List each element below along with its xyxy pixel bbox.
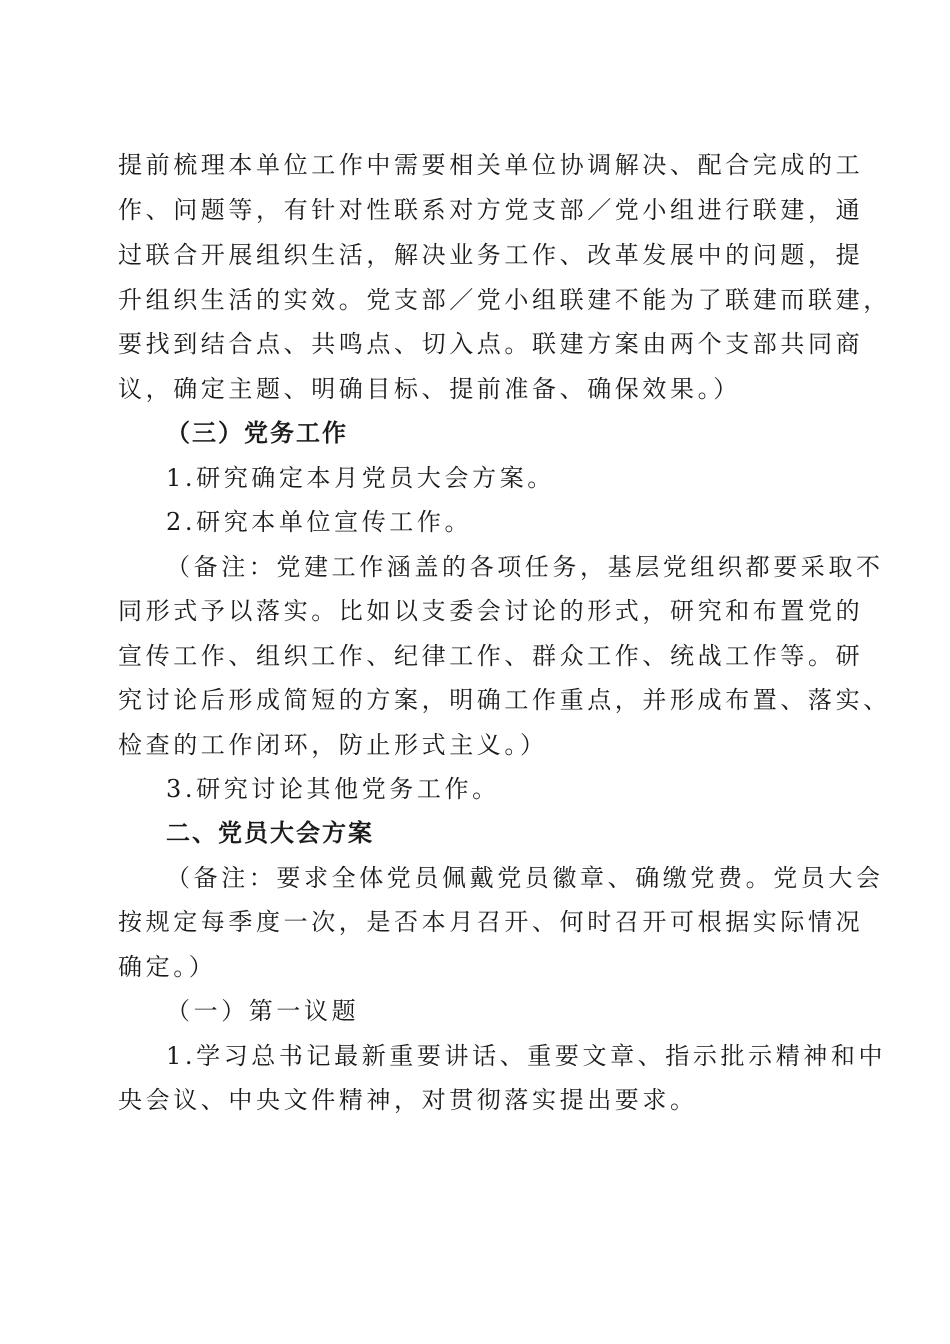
paragraph-line: 作、问题等，有针对性联系对方党支部／党小组进行联建，通 [118, 196, 864, 224]
list-item: 1.学习总书记最新重要讲话、重要文章、指示批示精神和中 [166, 1042, 887, 1070]
note-line: 确定。） [118, 953, 217, 981]
list-item-continuation: 央会议、中央文件精神，对贯彻落实提出要求。 [118, 1086, 698, 1114]
paragraph-line: 议，确定主题、明确目标、提前准备、确保效果。） [118, 375, 741, 403]
list-item: 1.研究确定本月党员大会方案。 [166, 464, 555, 492]
note-line: （备注：党建工作涵盖的各项任务，基层党组织都要采取不 [166, 553, 884, 581]
note-line: 检查的工作闭环，防止形式主义。） [118, 731, 548, 759]
paragraph-line: 要找到结合点、共鸣点、切入点。联建方案由两个支部共同商 [118, 330, 864, 358]
section-heading: （一）第一议题 [166, 997, 360, 1025]
chapter-heading: 二、党员大会方案 [166, 819, 374, 847]
note-line: 按规定每季度一次，是否本月召开、何时召开可根据实际情况 [118, 908, 864, 936]
paragraph-line: 过联合开展组织生活，解决业务工作、改革发展中的问题，提 [118, 241, 864, 269]
note-line: 宣传工作、组织工作、纪律工作、群众工作、统战工作等。研 [118, 642, 864, 670]
note-line: 同形式予以落实。比如以支委会讨论的形式，研究和布置党的 [118, 597, 864, 625]
paragraph-line: 提前梳理本单位工作中需要相关单位协调解决、配合完成的工 [118, 151, 864, 179]
note-line: 究讨论后形成简短的方案，明确工作重点，并形成布置、落实、 [118, 686, 891, 714]
list-item: 2.研究本单位宣传工作。 [166, 508, 473, 536]
note-line: （备注：要求全体党员佩戴党员徽章、确缴党费。党员大会 [166, 864, 884, 892]
section-heading: （三）党务工作 [166, 419, 348, 447]
paragraph-line: 升组织生活的实效。党支部／党小组联建不能为了联建而联建， [118, 286, 891, 314]
list-item: 3.研究讨论其他党务工作。 [166, 775, 500, 803]
